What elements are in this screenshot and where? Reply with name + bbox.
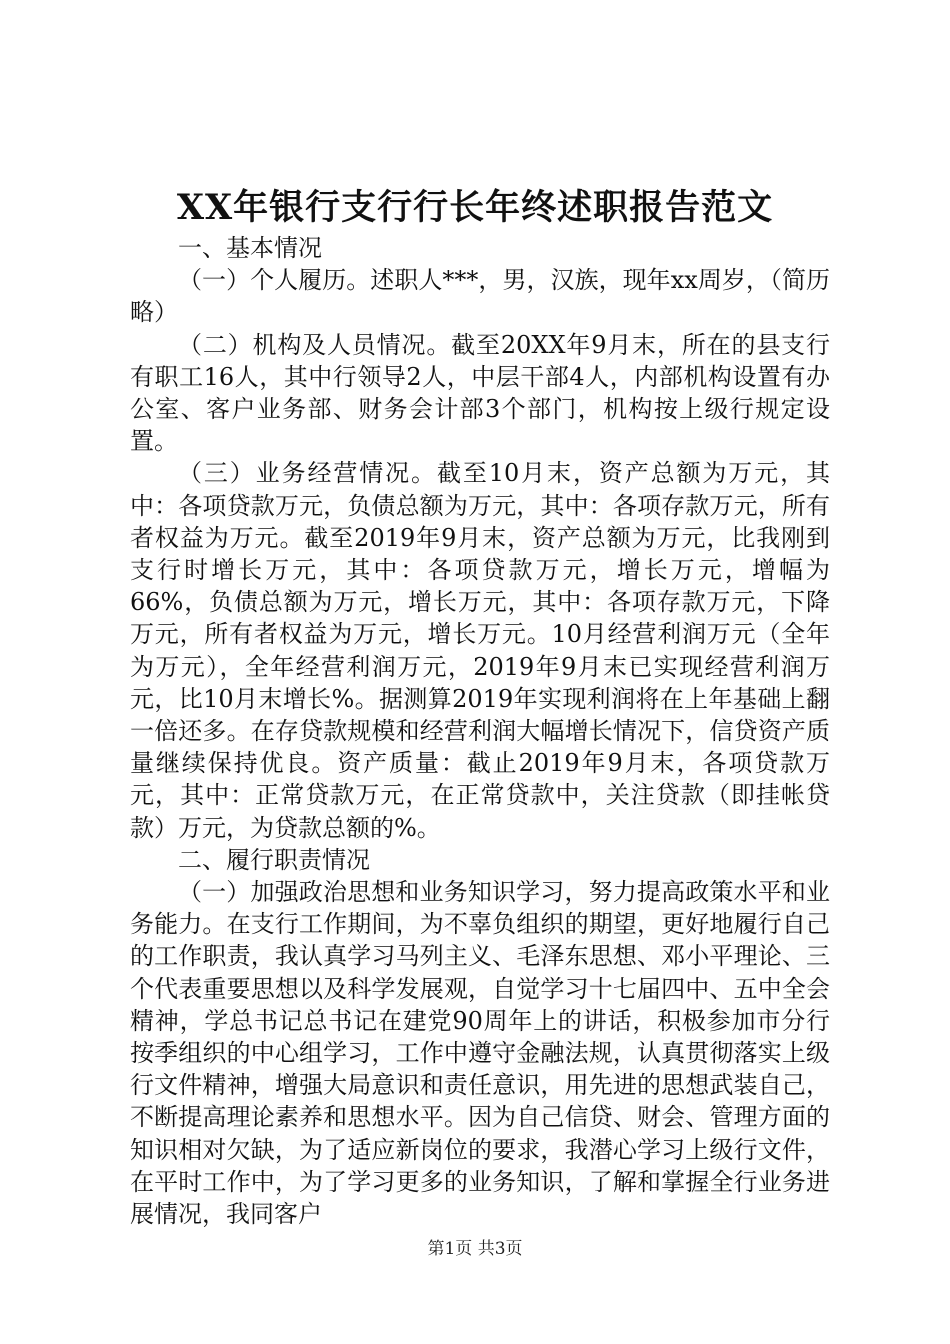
document-body xyxy=(130,232,830,1230)
page-footer: 第1页 共3页 xyxy=(427,1239,523,1259)
paragraph-institution-staff: （二）机构及人员情况。截至20XX年9月末，所在的县支行有职工16人，其中行领导2人，中层干部4人，内部机构设置有办公室、客户业务部、财务会计部3个部门，机构按上级行规定设置。 xyxy=(130,330,830,456)
section-heading-duties: 二、履行职责情况 xyxy=(178,845,370,874)
document-title: XX年银行支行行长年终述职报告范文 xyxy=(176,187,774,228)
section-heading-basic-info: 一、基本情况 xyxy=(178,234,322,262)
paragraph-study-improvement: （一）加强政治思想和业务知识学习，努力提高政策水平和业务能力。在支行工作期间，为不辜负组织的期望，更好地履行自己的工作职责，我认真学习马列主义、毛泽东思想、邓小平理论、三个代表重要思想以及科学发展观，自觉学习十七届四中、五中全会精神，学总书记总书记在建党90周年上的讲话，积极参加市分行按季组织的中心组学习，工作中遵守金融法规，认真贯彻落实上级行文件精神，增强大局意识和责任意识，用先进的思想武装自己，不断提高理论素养和思想水平。因为自己信贷、财会、管理方面的知识相对欠缺，为了适应新岗位的要求，我潜心学习上级行文件，在平时工作中，为了学习更多的业务知识，了解和掌握全行业务进展情况，我同客户 xyxy=(130,878,830,1229)
paragraph-business-operations: （三）业务经营情况。截至10月末，资产总额为万元，其中：各项贷款万元，负债总额为万元，其中：各项存款万元，所有者权益为万元。截至2019年9月末，资产总额为万元，比我刚到支行时增长万元，其中：各项贷款万元，增长万元，增幅为66%，负债总额为万元，增长万元，其中：各项存款万元，下降万元，所有者权益为万元，增长万元。10月经营利润万元（全年为万元），全年经营利润万元，2019年9月末已实现经营利润万元，比10月末增长%。据测算2019年实现利润将在上年基础上翻一倍还多。在存贷款规模和经营利润大幅增长情况下，信贷资产质量继续保持优良。资产质量：截止2019年9月末，各项贷款万元，其中：正常贷款万元，在正常贷款中，关注贷款（即挂帐贷款）万元，为贷款总额的%。 xyxy=(130,459,830,842)
paragraph-personal-resume: （一）个人履历。述职人***，男，汉族，现年xx周岁，（简历略） xyxy=(130,266,830,327)
